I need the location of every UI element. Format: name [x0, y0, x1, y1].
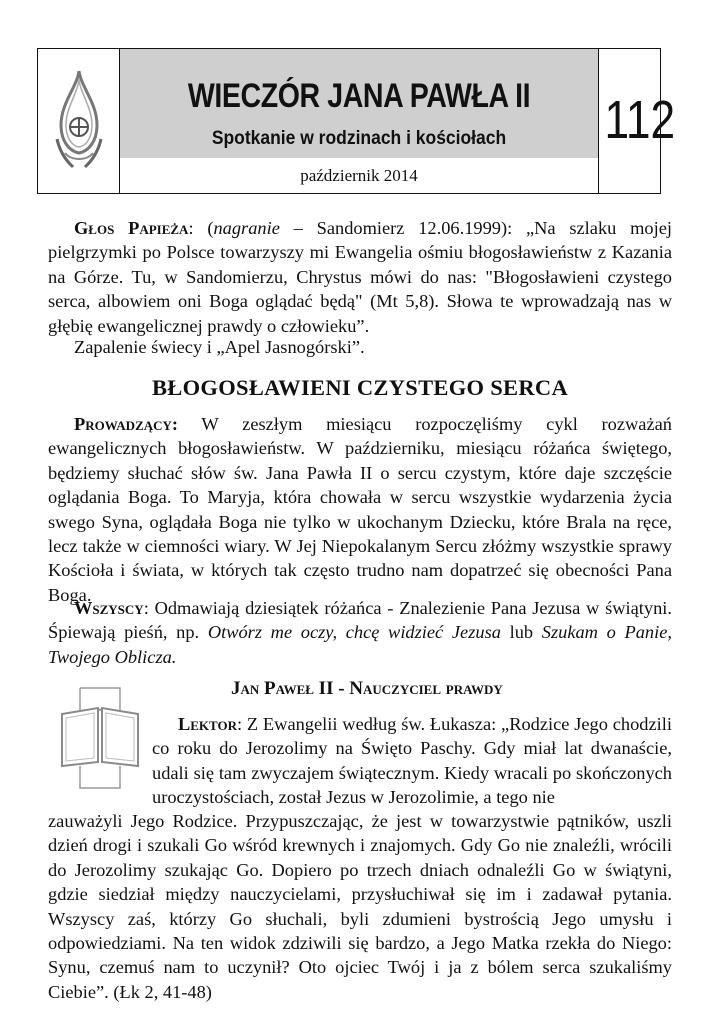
zapalenie-section — [48, 335, 672, 359]
page-subtitle: Spotkanie w rodzinach i kościołach — [211, 128, 507, 149]
glos-papieza-paragraph — [48, 216, 672, 338]
prowadzacy-paragraph — [48, 412, 672, 607]
prowadzacy-label: Prowadzący: — [74, 414, 179, 434]
issue-number: 112 — [604, 90, 676, 150]
wszyscy-label: Wszyscy — [74, 598, 144, 618]
issue-number-cell — [599, 49, 676, 193]
wszyscy-section — [48, 596, 672, 669]
glos-text: – Sandomierz 12.06.1999): „Na szlaku mojej pielgrzymki po Polsce towarzyszy mi Ewangelia ośmiu błogosławieństw z Kazania na Górze. Tu, w Sandomierzu, Chrystus mówi do nas: "Błogosławieni czystego serca, albowiem oni Boga oglądać będą" (Mt 5,8). Słowa te wprowadzają nas w głębię ewangelicznej prawdy o człowieku”. — [48, 218, 672, 336]
lektor-label: Lektor — [178, 714, 237, 734]
glos-papieza-section — [48, 216, 672, 338]
glos-label: Głos Papieża — [74, 218, 189, 238]
wszyscy-paragraph — [48, 596, 672, 669]
prowadzacy-text: W zeszłym miesiącu rozpoczęliśmy cykl rozważań ewangelicznych błogosławieństw. W październiku, miesiącu różańca świętego, będziemy słuchać słów św. Jana Pawła II o sercu czystym, które daje szczęście oglądania Boga. To Maryja, która chowała w sercu wszystkie wydarzenia życia swego Syna, oglądała Boga nie tylko w ukochanym Dziecku, które Brala na ręce, lecz także w ciemności wiary. W Jej Niepokalanym Sercu złóżmy wszystkie sprawy Kościoła i świata, w których tak często trudno nam dopatrzeć się obecności Pana Boga. — [48, 414, 672, 605]
song-1: Otwórz me oczy, chcę widzieć Jezusa — [207, 622, 501, 643]
lektor-paragraph-top — [152, 712, 672, 810]
lektor-section-bottom — [48, 809, 672, 1004]
candle-flame-cross-icon — [51, 69, 107, 169]
header-box — [37, 48, 676, 194]
wszyscy-mid: lub — [500, 622, 542, 643]
glos-source: nagranie — [213, 218, 280, 238]
lektor-text-2: zauważyli Jego Rodzice. Przypuszczając, że jest w towarzystwie pątników, uszli dzień drogi i szukali Go wśród krewnych i znajomych. Gdy Go nie znaleźli, wrócili do Jerozolimy szukając Go. Dopiero po trzech dniach odnaleźli Go w świątyni, gdzie siedział między nauczycielami, przysłuchiwał się im i zadawał pytania. Wszyscy zaś, którzy Go słuchali, byli zdumieni bystrością Jego umysłu i odpowiedziami. Na ten widok zdziwili się bardzo, a Jego Matka rzekła do Niego: Synu, czemuś nam to uczynił? Oto ojciec Twój i ja z bólem serca szukaliśmy Ciebie”. (Łk 2, 41-48) — [48, 811, 672, 1002]
open-book-icon — [58, 686, 142, 790]
glos-pre: : ( — [188, 218, 214, 238]
wszyscy-text: : Odmawiają dziesiątek różańca - Znalezienie Pana Jezusa w świątyni. Śpiewają pieśń, np. — [48, 598, 672, 643]
title-cell — [120, 49, 599, 193]
zapalenie-text: Zapalenie świecy i „Apel Jasnogórski”. — [74, 337, 365, 357]
logo-cell — [38, 49, 120, 193]
lektor-section-top — [152, 712, 672, 810]
issue-date: październik 2014 — [300, 166, 418, 185]
prowadzacy-section — [48, 412, 672, 607]
lektor-text-1: : Z Ewangelii według św. Łukasza: „Rodzice Jego chodzili co roku do Jerozolimy na Święto Paschy. Gdy miał lat dwanaście, udali się tam zwyczajem świątecznym. Kiedy wracali po skończonych uroczystościach, został Jezus w Jerozolimie, a tego nie — [152, 714, 672, 808]
song-2: Szukam o Panie, Twojego Oblicza. — [48, 622, 672, 667]
section-heading-2: Jan Paweł II - Nauczyciel prawdy — [231, 678, 503, 699]
section-heading-1: BŁOGOSŁAWIENI CZYSTEGO SERCA — [151, 375, 568, 400]
page-title: WIECZÓR JANA PAWŁA II — [187, 77, 531, 115]
